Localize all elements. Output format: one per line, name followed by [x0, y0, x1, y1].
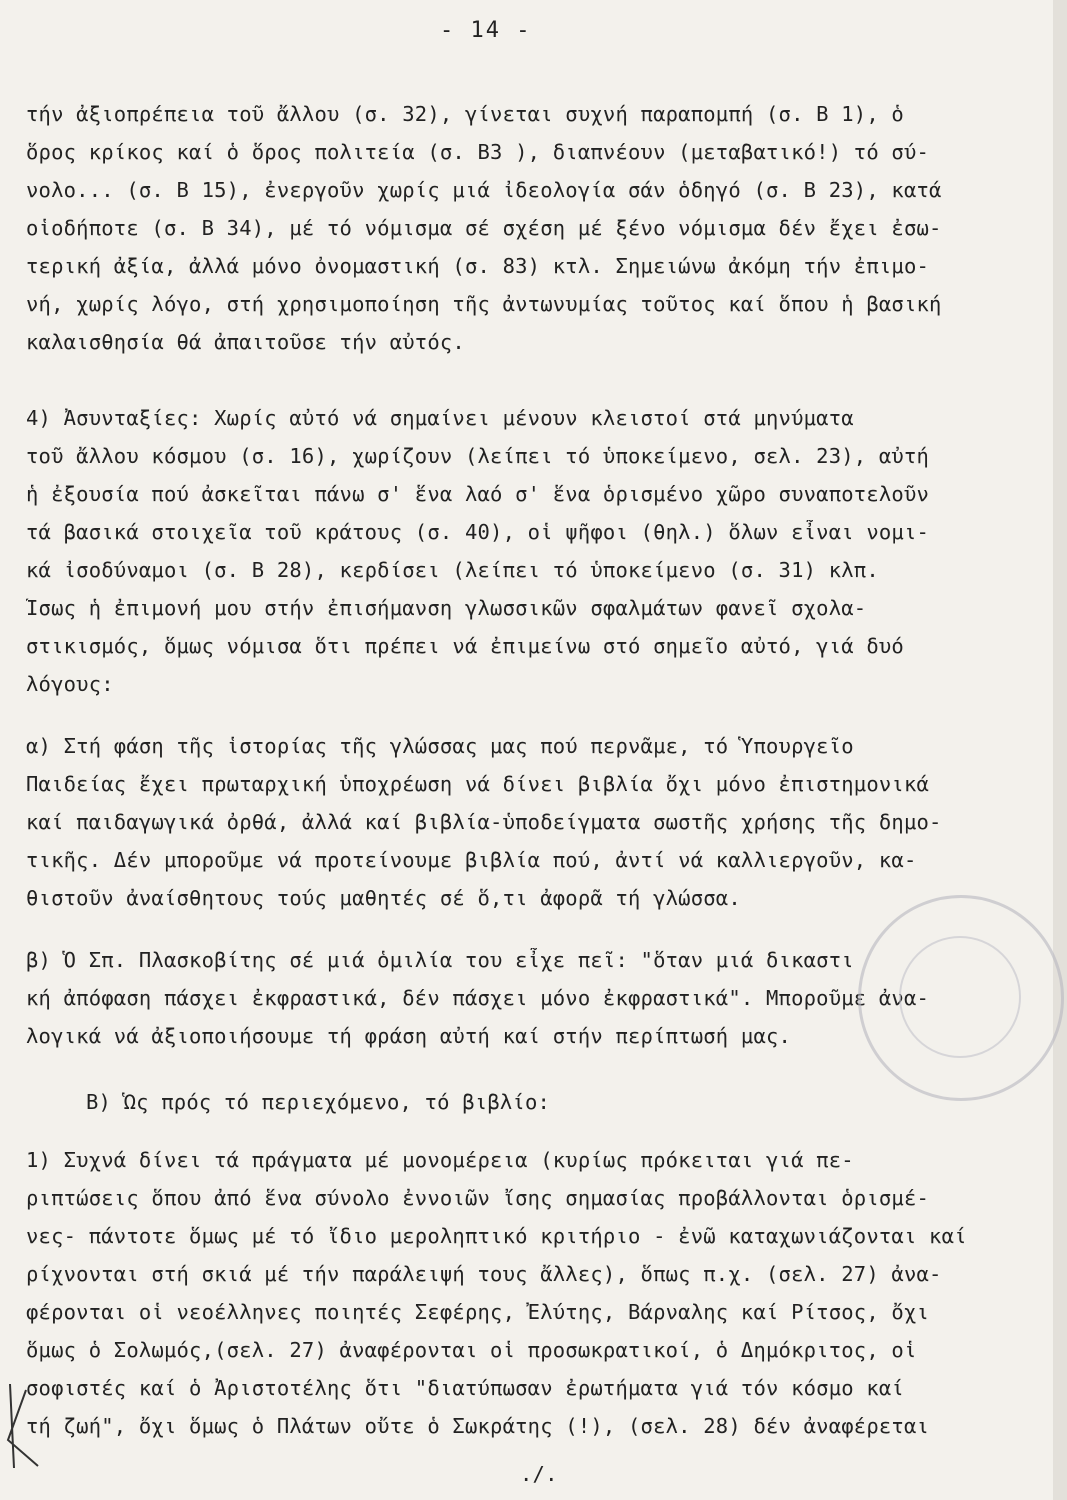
- library-stamp: [858, 895, 1064, 1101]
- text-line: νολο... (σ. Β 15), ἐνεργοῦν χωρίς μιά ἰδεολογία σάν ὁδηγό (σ. Β 23), κατά: [26, 178, 942, 202]
- text-line: τή ζωή", ὄχι ὅμως ὁ Πλάτων οὔτε ὁ Σωκράτης (!), (σελ. 28) δέν ἀναφέρεται: [26, 1414, 930, 1438]
- text-line: τοῦ ἄλλου κόσμου (σ. 16), χωρίζουν (λείπει τό ὑποκείμενο, σελ. 23), αὐτή: [26, 444, 930, 468]
- section-heading: Β) Ὡς πρός τό περιεχόμενο, τό βιβλίο:: [86, 1090, 551, 1114]
- text-line: κή ἀπόφαση πάσχει ἐκφραστικά, δέν πάσχει μόνο ἐκφραστικά". Μποροῦμε ἀνα-: [26, 986, 930, 1010]
- text-line: λογικά νά ἀξιοποιήσουμε τή φράση αὐτή καί στήν περίπτωσή μας.: [26, 1024, 792, 1048]
- text-line: θιστοῦν ἀναίσθητους τούς μαθητές σέ ὅ,τι ἀφορᾶ τή γλώσσα.: [26, 886, 741, 910]
- text-line: καλαισθησία θά ἀπαιτοῦσε τήν αὐτός.: [26, 330, 465, 354]
- handwritten-mark-icon: [4, 1380, 44, 1470]
- text-line: ριπτώσεις ὅπου ἀπό ἕνα σύνολο ἐννοιῶν ἴσης σημασίας προβάλλονται ὁρισμέ-: [26, 1186, 930, 1210]
- text-line: ρίχνονται στή σκιά μέ τήν παράλειψή τους ἄλλες), ὅπως π.χ. (σελ. 27) ἀνα-: [26, 1262, 942, 1286]
- text-line: ὅμως ὁ Σολωμός,(σελ. 27) ἀναφέρονται οἱ προσωκρατικοί, ὁ Δημόκριτος, οἱ: [26, 1338, 917, 1362]
- text-line: τά βασικά στοιχεῖα τοῦ κράτους (σ. 40), οἱ ψῆφοι (θηλ.) ὅλων εἶναι νομι-: [26, 520, 930, 544]
- text-line: β) Ὁ Σπ. Πλασκοβίτης σέ μιά ὁμιλία του εἶχε πεῖ: "ὅταν μιά δικαστι: [26, 948, 854, 972]
- text-line: φέρονται οἱ νεοέλληνες ποιητές Σεφέρης, Ἐλύτης, Βάρναλης καί Ρίτσος, ὄχι: [26, 1300, 930, 1324]
- text-line: νες- πάντοτε ὅμως μέ τό ἴδιο μεροληπτικό κριτήριο - ἐνῶ καταχωνιάζονται καί: [26, 1224, 967, 1248]
- text-line: σοφιστές καί ὁ Ἀριστοτέλης ὅτι "διατύπωσαν ἐρωτήματα γιά τόν κόσμο καί: [26, 1376, 904, 1400]
- text-line: τήν ἀξιοπρέπεια τοῦ ἄλλου (σ. 32), γίνεται συχνή παραπομπή (σ. Β 1), ὁ: [26, 102, 904, 126]
- text-line: Ἴσως ἡ ἐπιμονή μου στήν ἐπισήμανση γλωσσικῶν σφαλμάτων φανεῖ σχολα-: [26, 596, 867, 620]
- text-line: καί παιδαγωγικά ὀρθά, ἀλλά καί βιβλία-ὑποδείγματα σωστῆς χρήσης τῆς δημο-: [26, 810, 942, 834]
- page-number: - 14 -: [440, 18, 532, 43]
- text-line: Παιδείας ἔχει πρωταρχική ὑποχρέωση νά δίνει βιβλία ὄχι μόνο ἐπιστημονικά: [26, 772, 930, 796]
- text-line: τικῆς. Δέν μποροῦμε νά προτείνουμε βιβλία πού, ἀντί νά καλλιεργοῦν, κα-: [26, 848, 917, 872]
- text-line: οἱοδήποτε (σ. Β 34), μέ τό νόμισμα σέ σχέση μέ ξένο νόμισμα δέν ἔχει ἐσω-: [26, 216, 942, 240]
- text-line: α) Στή φάση τῆς ἱστορίας τῆς γλώσσας μας πού περνᾶμε, τό Ὑπουργεῖο: [26, 734, 854, 758]
- text-line: κά ἰσοδύναμοι (σ. Β 28), κερδίσει (λείπει τό ὑποκείμενο (σ. 31) κλπ.: [26, 558, 879, 582]
- text-line: 4) Ἀσυνταξίες: Χωρίς αὐτό νά σημαίνει μένουν κλειστοί στά μηνύματα: [26, 406, 854, 430]
- continuation-mark: ./.: [520, 1462, 558, 1486]
- text-line: νή, χωρίς λόγο, στή χρησιμοποίηση τῆς ἀντωνυμίας τοῦτος καί ὅπου ἡ βασική: [26, 292, 942, 316]
- text-line: ὅρος κρίκος καί ὁ ὅρος πολιτεία (σ. Β3 ), διαπνέουν (μεταβατικό!) τό σύ-: [26, 140, 930, 164]
- text-line: τερική ἀξία, ἀλλά μόνο ὀνομαστική (σ. 83) κτλ. Σημειώνω ἀκόμη τήν ἐπιμο-: [26, 254, 930, 278]
- text-line: ἡ ἐξουσία πού ἀσκεῖται πάνω σ' ἕνα λαό σ' ἕνα ὁρισμένο χῶρο συναποτελοῦν: [26, 482, 930, 506]
- text-line: στικισμός, ὅμως νόμισα ὅτι πρέπει νά ἐπιμείνω στό σημεῖο αὐτό, γιά δυό: [26, 634, 904, 658]
- text-line: λόγους:: [26, 672, 114, 696]
- text-line: 1) Συχνά δίνει τά πράγματα μέ μονομέρεια (κυρίως πρόκειται γιά πε-: [26, 1148, 854, 1172]
